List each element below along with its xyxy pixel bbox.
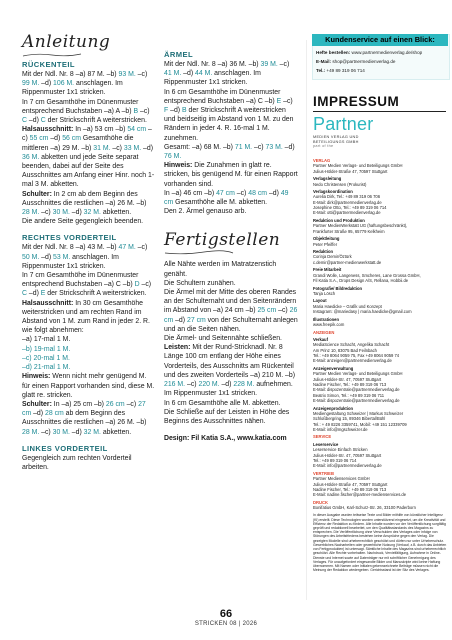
size-value: C xyxy=(22,290,27,298)
impressum-blocks xyxy=(313,158,448,575)
size-value: 32 M. xyxy=(83,209,101,217)
anleitung-sections xyxy=(22,60,156,472)
text-run: Die Zunahmen in glatt re. stricken, bis genügend M. für einen Rapport vorhanden sind. xyxy=(164,162,298,188)
impressum-block xyxy=(313,298,448,314)
text-run: –d) xyxy=(48,135,63,143)
impressum-line: Bonifatius GmbH, Karl-Schurz-Str. 26, 33100 Paderborn xyxy=(313,505,416,511)
impressum-block-heading: Redaktion und Produktion xyxy=(313,218,365,223)
impressum-block-heading: VERTRIEB xyxy=(313,470,334,476)
text-run: anschlagen. Im Rippenmuster 1x1 stricken. xyxy=(22,80,123,97)
impressum-line: Instagram: @mariedasy | maria.haedicke@gmail.com xyxy=(313,309,412,315)
bold-label: E-Mail: xyxy=(316,59,332,64)
impressum-block-heading: ANZEIGEN xyxy=(313,329,335,335)
size-value: 27 cm xyxy=(22,400,146,418)
size-value: 27 cm xyxy=(186,316,206,324)
partner-logo-small: part of the xyxy=(313,144,334,149)
partner-logo xyxy=(313,114,383,154)
impressum-line: Nedo Christensen (Prokurist) xyxy=(313,181,367,187)
instruction-paragraph xyxy=(164,207,298,216)
impressum-line: E-Mail: nadine.fischer@partner-medienservices.de xyxy=(313,492,407,498)
size-value: 30 M. xyxy=(52,428,70,436)
bold-label: Schulter: xyxy=(22,190,52,198)
instruction-paragraph xyxy=(22,125,156,189)
fertigstellen-block xyxy=(164,230,298,443)
text-run: Die Schließe auf der Leisten in Höhe des Beginns des Ausschnittes nähen. xyxy=(164,408,290,425)
text-run: Mit der Ndl. Nr. 8 –a) 36 M. –b) xyxy=(164,61,261,68)
instruction-paragraph xyxy=(164,408,298,426)
instruction-paragraph xyxy=(22,335,156,344)
text-run: In –a) 25 cm –b) xyxy=(51,400,106,408)
impressum-line: Partner Medien Verlags- und Beteiligungs GmbH xyxy=(313,371,403,377)
text-run: –d) xyxy=(141,144,153,152)
size-value: 106 M. xyxy=(53,80,75,88)
bold-label: Hefte bestellen: xyxy=(316,50,351,55)
text-run: Die Ärmel mit der Mitte des oberen Randes an der Schulternaht und den Seitenrändern im Abstand von –a) 24 cm –b) xyxy=(164,289,297,315)
bold-label: Hinweis: xyxy=(22,373,51,381)
text-run: –d) xyxy=(181,70,196,78)
size-value: 39 M. xyxy=(260,61,278,68)
size-value: E xyxy=(276,97,282,105)
size-value: 20-mal 1 M. xyxy=(33,354,70,362)
impressum-line: Partner Medienservices GmbH xyxy=(313,476,370,482)
impressum-block-heading: Fotografie/ Bildredaktion xyxy=(313,285,363,291)
size-value: 31 M. xyxy=(93,144,111,152)
impressum-block-heading: Illustrationen xyxy=(313,316,339,322)
impressum-block xyxy=(313,189,448,216)
text-run: –c) xyxy=(124,400,139,408)
instruction-paragraph xyxy=(164,143,298,161)
text-run: abketten. xyxy=(100,209,132,217)
section-heading: RECHTES VORDERTEIL xyxy=(22,233,117,243)
impressum-line: MediaScience Schacht, Angelika Schacht xyxy=(313,342,390,348)
impressum-line: Corinja Demir/Öztürk xyxy=(313,254,352,260)
impressum-block-heading: Verlagskoordination xyxy=(313,189,353,195)
impressum-line: E-Mail: dirk@partnermedienverlag.de xyxy=(313,199,382,205)
impressum-line: Julius-Hölder-Straße 47, 70597 Stuttgart xyxy=(313,481,388,487)
text-run: In 6 cm Gesamthöhe alle M. abketten. xyxy=(164,399,281,407)
page-number: 66 xyxy=(219,608,233,620)
impressum-block-heading: Anzeigenproduktion xyxy=(313,405,354,411)
impressum-block xyxy=(313,267,448,283)
size-value: 25 cm xyxy=(257,307,277,315)
fertigstellen-body xyxy=(164,260,298,426)
impressum-line: Beatrix Simon, Tel.: +49 89 319 06 711 xyxy=(313,392,385,398)
text-run: –c) xyxy=(39,428,53,436)
text-run: abketten. xyxy=(100,428,132,436)
anleitung-title: Anleitung xyxy=(22,32,111,52)
size-value: 44 M. xyxy=(195,70,213,78)
impressum-line: E-Mail: otti@partnermedienverlag.de xyxy=(313,210,381,216)
size-value: 50 M. xyxy=(22,253,40,261)
size-value: 93 M. xyxy=(118,71,136,78)
instruction-paragraph xyxy=(22,190,156,218)
impressum-block xyxy=(313,500,448,511)
impressum-block-heading: Freie Mitarbeit xyxy=(313,267,342,273)
impressum-block xyxy=(313,330,448,335)
impressum-line: Josephine Otto, Tel.: +49 89 319 06 714 xyxy=(313,205,387,211)
size-value: B xyxy=(182,107,187,115)
text-run: –c) xyxy=(135,244,148,252)
impressum-block xyxy=(313,442,448,469)
impressum-line: Nadine Fischer, Tel.: +49 89 319 06 713 xyxy=(313,381,387,387)
text-run: Den 2. Ärmel genauso arb. xyxy=(164,208,247,216)
size-value: 32 M. xyxy=(83,428,101,436)
text-run: –d) xyxy=(26,290,41,298)
instruction-paragraph xyxy=(164,60,298,88)
impressum-line: Tel.: + 49 8226 3359741, Mobil: +49 151 12339709 xyxy=(313,421,407,427)
text-run: –d) xyxy=(219,381,234,389)
text-run: Wenn nicht mehr genügend M. für einen Rapport vorhanden sind, diese M. glatt re. stricken. xyxy=(22,373,155,399)
size-value: C xyxy=(40,117,46,125)
impressum-line: E-Mail: anzeigen@partnermedienverlag.de xyxy=(313,358,392,364)
impressum-block xyxy=(313,176,448,187)
instruction-paragraph xyxy=(164,161,298,189)
impressum-line: c.demir@partner-medienwerkstatt.de xyxy=(313,259,382,265)
text-run: Die Ärmel- und Seitennähte schließen. xyxy=(164,335,282,343)
size-value: 56 cm xyxy=(62,135,81,143)
text-run: von der Schulternaht anlegen und an die Seiten nähen. xyxy=(164,316,298,333)
impressum-line: Grandi Wolle, Langeness, Smcheres, Lane Grossa GmbH, xyxy=(313,272,421,278)
instruction-paragraph xyxy=(22,70,156,98)
impressum-block xyxy=(313,158,448,174)
impressum-line: E-Mail: dispozentrale@partnermedienverlag.de xyxy=(313,387,400,393)
impressum-block-heading: DRUCK xyxy=(313,499,328,505)
impressum-line: E-Mail: info@partnermedienverlag.de xyxy=(313,463,382,469)
partner-logo-subtitle: MEDIEN VERLAG UND BETEILIGUNGS GMBH xyxy=(313,135,359,144)
kundenservice-line xyxy=(316,49,422,56)
size-value: 33 M. xyxy=(123,144,142,152)
impressum-line: Julius-Hölder-Str. 47, 70597 Stuttgart xyxy=(313,376,382,382)
text-run: –d) xyxy=(69,428,84,436)
size-value: 21-mal 1 M. xyxy=(33,364,71,372)
size-value: 47 M. xyxy=(118,244,136,252)
impressum-line: Tel.: +49 8064 9059 75, Fax +49 8064 9059 74 xyxy=(313,353,400,359)
impressum-block-heading: Anzeigenverwaltung xyxy=(313,365,354,371)
instruction-paragraph xyxy=(22,299,156,336)
instruction-paragraph xyxy=(22,217,156,226)
impressum-line: Tanja Lösch xyxy=(313,290,336,296)
instruction-paragraph xyxy=(22,98,156,126)
size-value: 76 M. xyxy=(164,153,182,161)
text-run: Mit der Ndl. Nr. 8 –a) 87 M. –b) xyxy=(22,71,119,78)
impressum-line: E-Mail: info@mgschweizer.de xyxy=(313,426,368,432)
size-value: 54 cm xyxy=(127,126,147,134)
instruction-paragraph xyxy=(22,271,156,299)
text-run: In 7 cm Gesamthöhe im Dünenmuster entsprechend Buchstaben –a) C –b) xyxy=(22,272,139,289)
instruction-paragraph xyxy=(164,343,298,398)
impressum-block-heading: Verlagsleitung xyxy=(313,176,342,182)
size-value: –b) xyxy=(22,345,34,353)
text-run: abketten und jede Seite separat beenden, dabei auf der Seite des Ausschnittes am Anfang einer Hinr. noch 1-mal 3 M. abketten. xyxy=(22,153,155,189)
impressum-block-heading: Layout xyxy=(313,298,327,304)
text-run: –d) xyxy=(282,143,295,151)
fertigstellen-title: Fertigstellen xyxy=(164,230,281,251)
size-value: 71 M. xyxy=(234,143,253,151)
text-run: der Strickschrift A weiterstricken. xyxy=(45,290,147,298)
title-underline-flourish xyxy=(22,52,82,58)
text-run: –c) xyxy=(281,97,293,105)
bold-label: Schulter: xyxy=(22,400,52,408)
impressum-line: Tel.: +49 89 319 06 714 xyxy=(313,458,357,463)
text-run: Gegengleich zum rechten Vorderteil arbeiten. xyxy=(22,454,132,471)
impressum-line: Mediengestaltung Schweizer | Markus Schweizer xyxy=(313,410,404,416)
text-run: –d) xyxy=(173,316,187,324)
impressum-block xyxy=(313,471,448,498)
impressum-block xyxy=(313,236,448,247)
impressum-line: Schloßbergring 15, 89346 Bibertal/Bühl xyxy=(313,416,386,422)
kundenservice-title: Kundenservice auf einen Blick: xyxy=(312,34,448,46)
size-value: 36 M. xyxy=(22,153,40,161)
impressum-line: E-Mail: dispozentrale@partnermedienverlag.de xyxy=(313,398,400,403)
impressum-line: Julius-Hölder-Str. 47, 70597 Stuttgart xyxy=(313,452,382,458)
text-run: –d) xyxy=(39,80,54,88)
size-value: 26 cm xyxy=(164,307,298,324)
instruction-paragraph xyxy=(22,454,156,472)
instruction-paragraph xyxy=(22,400,156,437)
size-value: F xyxy=(164,107,169,115)
size-value: 47 cm xyxy=(216,189,235,197)
impressum-block-heading: Objektleitung xyxy=(313,236,340,242)
text-run: –c) xyxy=(277,61,290,68)
text-run: In 2 cm ab dem Beginn des Ausschnittes die restlichen –a) 26 M. –b) xyxy=(22,190,147,207)
text-run: –c) xyxy=(139,281,152,289)
impressum-disclaimer: In dieser Ausgabe wurden teilweise Texte und Bilder mithilfe von künstlicher Intelligenz (KI) erstellt. Diese Technologien wurden unterstützend eingesetzt, um die Kreativität und Effizienz der Redaktion zu fördern. Alle Inhalte wurden vor der Veröffentlichung sorgfältig geprüft und redaktionell bearbeitet, um den Qualitätsstandards des Magazins zu entsprechen. Die Veröffentlichung ohne Verschulden des Verlages oder infolge von Störungen des Arbeitsfriedens bestehen keine Ansprüche gegen den Verlag. Die gezeigten Modelle sind urheberrechtlich geschützt und dürfen nur unter Urheberschutz. Gewerbliches Nacharbeiten oder gewerbliche Nutzung (Verkauf, z.B. durch das Anbieten von Fertigprodukten) ist untersagt. Sämtliche Inhalte des Magazins sind urheberrechtlich geschützt. Alle Rechte vorbehalten. Nachdruck, Vervielfältigung, Aufnahme in Online-Dienste und Internet sowie auf Datenträger nur mit schriftlicher Genehmigung des Verlages. Für unaufgefordert eingesandte Bilder und Manuskripte wird keine Haftung übernommen. Mit Namen oder Initialen gekennzeichnete Beiträge müssen nicht die Meinung der Redaktion wiedergeben. Gerichtsstand ist der Sitz des Verlages. xyxy=(313,513,447,573)
impressum-title: IMPRESSUM xyxy=(313,94,400,109)
impressum-block-heading: SERVICE xyxy=(313,434,332,440)
impressum-rule xyxy=(313,111,446,112)
impressum-line: Maria Haedicke – Grafik und Konzept xyxy=(313,303,382,309)
text-run: Gesamthöhe alle M. abketten. xyxy=(173,199,268,207)
size-value: E xyxy=(40,290,46,298)
size-value: D xyxy=(134,281,140,289)
section-body xyxy=(22,70,156,226)
section-heading: RÜCKENTEIL xyxy=(22,60,75,69)
size-value: 41 M. xyxy=(164,70,182,78)
text-run: In –a) 53 cm –b) xyxy=(73,126,128,134)
text-run: –c) xyxy=(234,189,249,197)
fertigstellen-underline-flourish xyxy=(164,250,234,256)
text-run: www.partnermedienverlag.de/shop xyxy=(350,50,423,55)
text-run: Alle Nähte werden im Matratzenstich genäht. xyxy=(164,261,277,278)
issue-label: STRICKEN 08 | 2026 xyxy=(194,621,258,627)
left-column xyxy=(22,32,156,472)
text-run: –c) xyxy=(22,126,152,143)
instruction-paragraph xyxy=(22,354,156,363)
size-value: 49 cm xyxy=(164,189,289,207)
text-run: anschlagen. Im Rippenmuster 1x1 stricken. xyxy=(164,70,261,87)
text-run: –d) xyxy=(168,107,183,115)
impressum-line: Nadine Fischer, Tel.: +49 89 319 06 713 xyxy=(313,486,387,492)
impressum-block-heading: Redaktion xyxy=(313,249,334,255)
instruction-paragraph xyxy=(164,399,298,408)
text-run: –c) xyxy=(135,71,148,78)
text-run: –d) xyxy=(267,189,281,197)
bold-label: Halsausschnitt: xyxy=(22,299,74,307)
text-run: ab dem Beginn des Ausschnittes die restlichen –a) 26 M. –b) xyxy=(22,410,147,427)
text-run: –a) 17-mal 1 M. xyxy=(22,336,71,344)
text-run: –c) xyxy=(276,307,290,315)
middle-column xyxy=(164,50,298,443)
bold-label: Hinweis: xyxy=(164,162,193,170)
size-value: 53 M. xyxy=(53,253,71,261)
impressum-line: Julius-Hölder-Straße 47, 70597 Stuttgart xyxy=(313,168,388,174)
size-value: 28 M. xyxy=(22,428,40,436)
text-run: –c) xyxy=(138,107,150,115)
text-run: aufnehmen. Im Rippenmuster 1x1 stricken. xyxy=(164,381,293,398)
instruction-paragraph xyxy=(164,260,298,278)
instruction-paragraph xyxy=(164,189,298,207)
instruction-paragraph xyxy=(164,88,298,143)
text-run: –d) xyxy=(31,410,45,418)
text-run: Mit der Rund-Stricknadl. Nr. 8 Länge 100 cm entlang der Höhe eines Vorderteils, des Ausschnitts am Rückenteil und des zweiten Vorderteils –a) 210 M. –b) xyxy=(164,344,295,379)
text-run: –c) xyxy=(39,209,53,217)
impressum-line: Leserservice Einfach Stricken xyxy=(313,447,368,453)
impressum-line: Aurelia Dirk, Tel.: +49 89 319 06 706 xyxy=(313,194,381,200)
impressum-block-heading: VERLAG xyxy=(313,158,331,163)
text-run: +49 89 319 06 714 xyxy=(325,68,365,73)
impressum-block xyxy=(313,434,448,439)
section-body xyxy=(22,454,156,472)
text-run: Die Schultern zunähen. xyxy=(164,279,236,287)
text-run: In –a) 46 cm –b) xyxy=(164,189,217,197)
text-run: In 30 cm Gesamthöhe weiterstricken und am rechten Rand im Abstand von 1 M. zum Rand in jeder 2. R. wie folgt abnehmen: xyxy=(22,299,150,335)
text-run: shop@partnermedienverlag.de xyxy=(331,59,396,64)
size-value: 99 M. xyxy=(22,80,40,88)
section-body xyxy=(22,243,156,436)
instruction-paragraph xyxy=(164,334,298,343)
impressum-block xyxy=(313,366,448,403)
text-run: anschlagen. Im Rippenmuster 1x1 stricken. xyxy=(22,253,119,270)
size-value: 55 cm xyxy=(29,135,49,143)
size-value: 28 cm xyxy=(44,410,64,418)
instruction-paragraph xyxy=(164,288,298,334)
bold-label: Tel.: xyxy=(316,68,326,73)
impressum-line: Partner Medien Verlags- und Beteiligungs GmbH xyxy=(313,163,403,169)
text-run: –c) xyxy=(110,144,124,152)
partner-logo-word: Partner xyxy=(313,114,374,134)
size-value: 73 M. xyxy=(265,143,283,151)
text-run: Mit der Ndl. Nr. 8 –a) 43 M. –b) xyxy=(22,244,119,252)
text-run: Gesamthöhe die mittleren –a) 29 M. –b) xyxy=(22,135,134,152)
size-value: 30 M. xyxy=(52,209,70,217)
section-heading: LINKES VORDERTEIL xyxy=(22,443,108,453)
impressum-block-heading: Leserservice xyxy=(313,441,339,447)
size-value: 28 M. xyxy=(22,209,40,217)
size-value: 228 M. xyxy=(233,381,255,389)
instruction-paragraph xyxy=(22,243,156,271)
impressum-block xyxy=(313,249,448,265)
size-value: B xyxy=(133,107,139,115)
size-value: C xyxy=(22,117,27,125)
text-run: der Strickschrift A weiterstricken und beidseitig im Abstand von 1 M. zu den Rändern in jeder 4. R. 16-mal 1 M. zunehmen. xyxy=(164,107,294,142)
impressum-line: www.freepik.com xyxy=(313,321,345,327)
size-value: 26 cm xyxy=(105,400,125,408)
text-run: –c) xyxy=(185,381,199,389)
column-divider xyxy=(306,40,307,600)
aermel-body xyxy=(164,60,298,216)
text-run: –d) xyxy=(26,117,41,125)
size-value: –d) xyxy=(22,364,34,372)
impressum-line: Fil Katia S.A., Drops Design A/S, Rellana, Hobbii.de xyxy=(313,278,409,283)
instruction-paragraph xyxy=(22,345,156,354)
text-run: –d) xyxy=(39,253,54,261)
impressum-block xyxy=(313,337,448,364)
kundenservice-line xyxy=(316,67,365,74)
impressum-block xyxy=(313,406,448,433)
bold-label: Halsausschnitt: xyxy=(22,126,74,134)
impressum-line: Peter Pfeiffer xyxy=(313,241,338,247)
impressum-block-heading: Verkauf xyxy=(313,337,328,343)
size-value: 48 cm xyxy=(248,189,268,197)
aermel-heading: ÄRMEL xyxy=(164,50,193,59)
design-credit: Design: Fil Katia S.A., www.katia.com xyxy=(164,435,287,443)
impressum-block xyxy=(313,286,448,297)
bold-label: Leisten: xyxy=(164,344,191,352)
impressum-block xyxy=(313,317,448,328)
size-value: –c) xyxy=(22,354,34,362)
text-run: In 7 cm Gesamthöhe im Dünenmuster entsprechend Buchstaben –a) A –b) xyxy=(22,98,139,115)
impressum-line: Partner MedienWerkstatt UG (haftungsbeschränkt), xyxy=(313,223,408,229)
text-run: –d) xyxy=(69,209,84,217)
text-run: der Strickschrift A weiterstricken. xyxy=(45,117,147,125)
kundenservice-line xyxy=(316,58,395,65)
text-run: –c) xyxy=(252,143,266,151)
instruction-paragraph xyxy=(22,372,156,400)
size-value: 19-mal 1 M. xyxy=(33,345,71,353)
instruction-paragraph xyxy=(164,279,298,288)
impressum-line: Frankfurter Straße 95, 65779 Kelkheim xyxy=(313,228,385,234)
text-run: Die andere Seite gegengleich beenden. xyxy=(22,218,144,226)
size-value: 220 M. xyxy=(198,381,220,389)
impressum-line: Am Prinz 10, 83075 Bad Feilnbach xyxy=(313,347,377,353)
text-run: In 6 cm Gesamthöhe im Dünenmuster entsprechend Buchstaben –a) C –b) xyxy=(164,88,281,105)
impressum-block xyxy=(313,218,448,234)
instruction-paragraph xyxy=(22,363,156,372)
text-run: Gesamt: –a) 68 M. –b) xyxy=(164,143,235,151)
size-value: 216 M. xyxy=(164,381,186,389)
